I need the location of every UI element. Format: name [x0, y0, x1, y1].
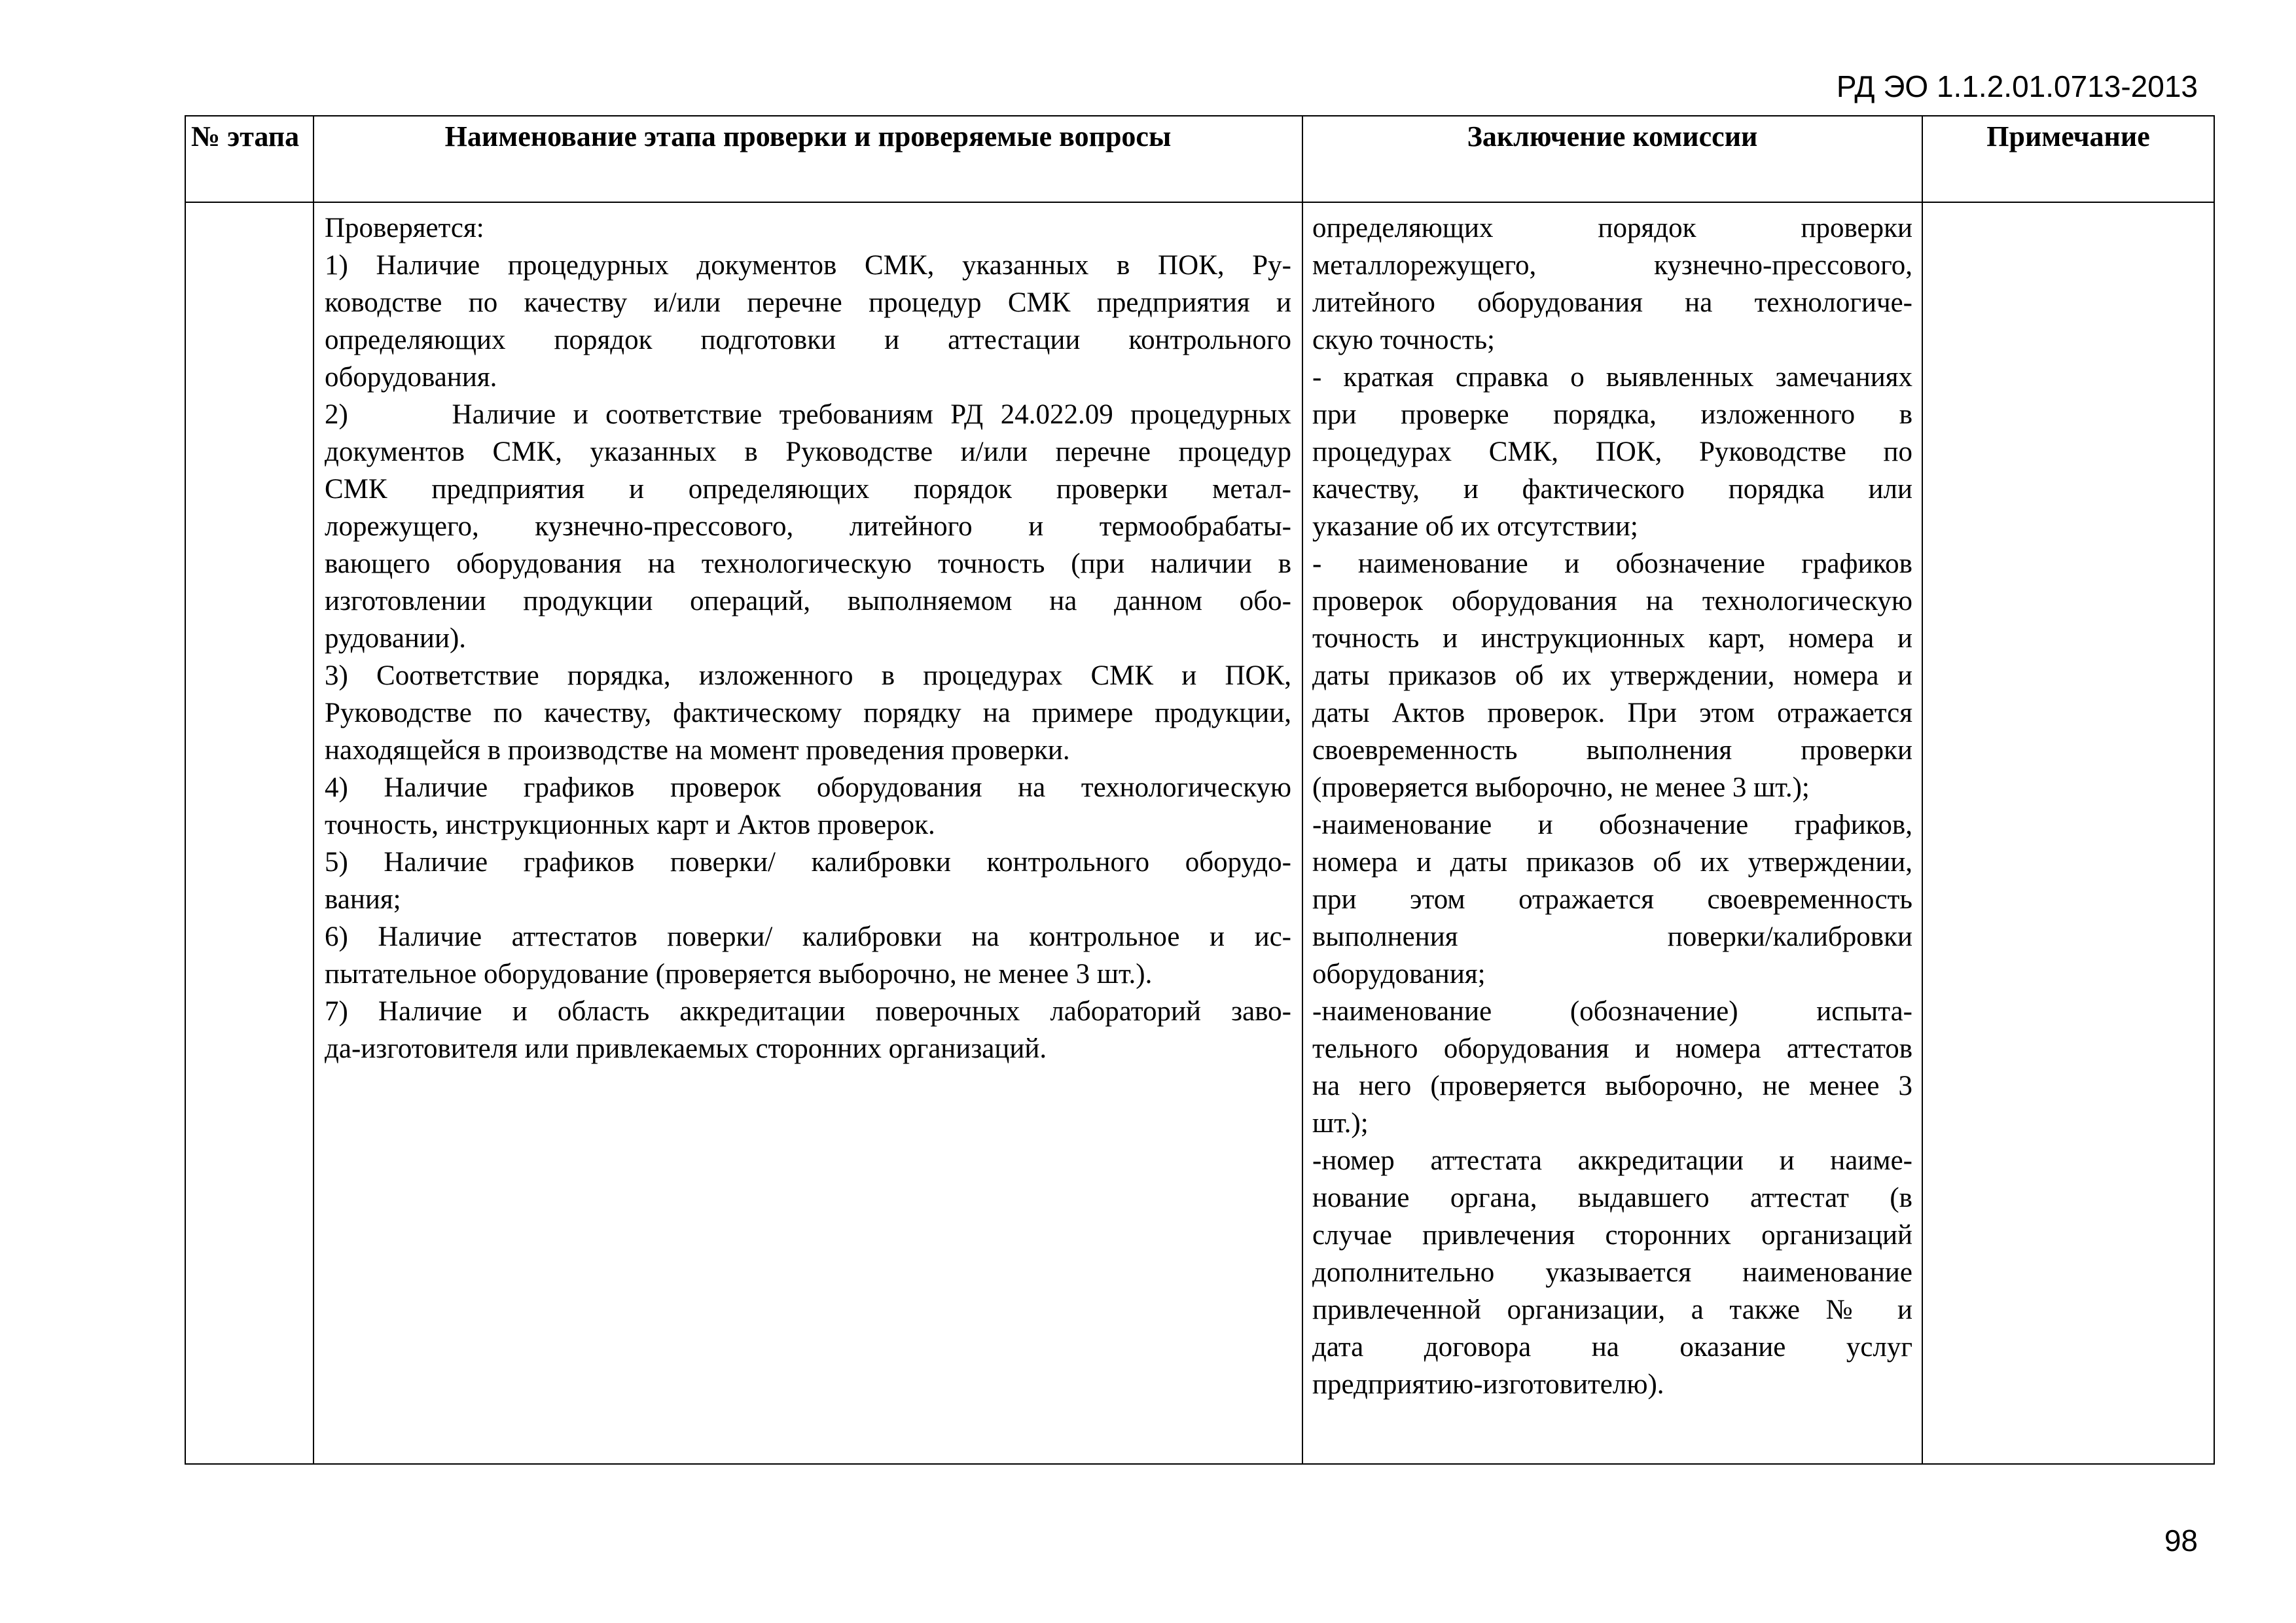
questions-cell: [314, 202, 1302, 1464]
conclusion-line: при проверке порядка, изложенного в: [1312, 399, 1912, 430]
conclusion-line: - краткая справка о выявленных замечаниях: [1312, 362, 1912, 393]
conclusion-line: на него (проверяется выборочно, не менее 3: [1312, 1071, 1912, 1101]
questions-line: Проверяется:: [325, 213, 484, 243]
conclusion-text: [1303, 203, 1922, 1408]
questions-line: 2) Наличие и соответствие требованиям РД 24.022.09 процедурных: [325, 399, 1291, 430]
questions-line: лорежущего, кузнечно-прессового, литейного и термообрабаты-: [325, 511, 1291, 542]
conclusion-line: - наименование и обозначение графиков: [1312, 548, 1912, 579]
questions-line: изготовлении продукции операций, выполняемом на данном обо-: [325, 586, 1291, 616]
questions-line: СМК предприятия и определяющих порядок проверки метал-: [325, 474, 1291, 505]
conclusion-line: предприятию-изготовителю).: [1312, 1369, 1664, 1400]
questions-line: определяющих порядок подготовки и аттестации контрольного: [325, 325, 1291, 355]
conclusion-line: привлеченной организации, а также № и: [1312, 1294, 1912, 1325]
conclusion-line: даты Актов проверок. При этом отражается: [1312, 698, 1912, 728]
questions-text: [314, 203, 1302, 1073]
questions-line: Руководстве по качеству, фактическому порядку на примере продукции,: [325, 698, 1291, 728]
questions-line: оборудования.: [325, 362, 497, 393]
conclusion-line: своевременность выполнения проверки: [1312, 735, 1912, 766]
questions-line: 4) Наличие графиков проверок оборудования на технологическую: [325, 772, 1291, 803]
header-note: Примечание: [1922, 116, 2214, 202]
document-code: РД ЭО 1.1.2.01.0713-2013: [1836, 69, 2198, 103]
conclusion-line: точность и инструкционных карт, номера и: [1312, 623, 1912, 654]
conclusion-line: шт.);: [1312, 1108, 1369, 1139]
table-row: [185, 202, 2214, 1464]
conclusion-line: при этом отражается своевременность: [1312, 884, 1912, 915]
conclusion-line: дополнительно указывается наименование: [1312, 1257, 1912, 1288]
conclusion-line: выполнения поверки/калибровки: [1312, 921, 1912, 952]
questions-line: вающего оборудования на технологическую точность (при наличии в: [325, 548, 1291, 579]
conclusion-line: проверок оборудования на технологическую: [1312, 586, 1912, 616]
questions-line: находящейся в производстве на момент проведения проверки.: [325, 735, 1070, 766]
questions-line: пытательное оборудование (проверяется выборочно, не менее 3 шт.).: [325, 959, 1153, 990]
conclusion-line: определяющих порядок проверки: [1312, 213, 1912, 243]
conclusion-line: -наименование и обозначение графиков,: [1312, 810, 1912, 840]
questions-line: рудовании).: [325, 623, 467, 654]
conclusion-cell: [1302, 202, 1922, 1464]
questions-line: документов СМК, указанных в Руководстве и/или перечне процедур: [325, 437, 1291, 467]
questions-line: 5) Наличие графиков поверки/ калибровки контрольного оборудо-: [325, 847, 1291, 878]
questions-line: ководстве по качеству и/или перечне процедур СМК предприятия и: [325, 287, 1291, 318]
header-stage-name: Наименование этапа проверки и проверяемые вопросы: [314, 116, 1302, 202]
stage-number-cell: [185, 202, 314, 1464]
conclusion-line: (проверяется выборочно, не менее 3 шт.);: [1312, 772, 1810, 803]
conclusion-line: дата договора на оказание услуг: [1312, 1332, 1912, 1363]
header-stage-number: № этапа: [185, 116, 314, 202]
conclusion-line: металлорежущего, кузнечно-прессового,: [1312, 250, 1912, 281]
conclusion-line: указание об их отсутствии;: [1312, 511, 1638, 542]
questions-line: 3) Соответствие порядка, изложенного в процедурах СМК и ПОК,: [325, 660, 1291, 691]
inspection-table: [185, 115, 2215, 1465]
conclusion-line: нование органа, выдавшего аттестат (в: [1312, 1183, 1912, 1213]
questions-line: 6) Наличие аттестатов поверки/ калибровки на контрольное и ис-: [325, 921, 1291, 952]
conclusion-line: оборудования;: [1312, 959, 1486, 990]
note-cell: [1922, 202, 2214, 1464]
questions-line: 7) Наличие и область аккредитации поверочных лабораторий заво-: [325, 996, 1291, 1027]
conclusion-line: случае привлечения сторонних организаций: [1312, 1220, 1912, 1251]
conclusion-line: даты приказов об их утверждении, номера и: [1312, 660, 1912, 691]
conclusion-line: литейного оборудования на технологиче-: [1312, 287, 1912, 318]
conclusion-line: номера и даты приказов об их утверждении,: [1312, 847, 1912, 878]
conclusion-line: -наименование (обозначение) испыта-: [1312, 996, 1912, 1027]
conclusion-line: скую точность;: [1312, 325, 1495, 355]
conclusion-line: тельного оборудования и номера аттестатов: [1312, 1033, 1912, 1064]
questions-line: 1) Наличие процедурных документов СМК, указанных в ПОК, Ру-: [325, 250, 1291, 281]
page-number: 98: [2164, 1524, 2198, 1558]
conclusion-line: процедурах СМК, ПОК, Руководстве по: [1312, 437, 1912, 467]
conclusion-line: качеству, и фактического порядка или: [1312, 474, 1912, 505]
questions-line: вания;: [325, 884, 401, 915]
questions-line: да-изготовителя или привлекаемых сторонних организаций.: [325, 1033, 1047, 1064]
table-header-row: [185, 116, 2214, 202]
conclusion-line: -номер аттестата аккредитации и наиме-: [1312, 1145, 1912, 1176]
questions-line: точность, инструкционных карт и Актов проверок.: [325, 810, 935, 840]
header-commission-conclusion: Заключение комиссии: [1302, 116, 1922, 202]
